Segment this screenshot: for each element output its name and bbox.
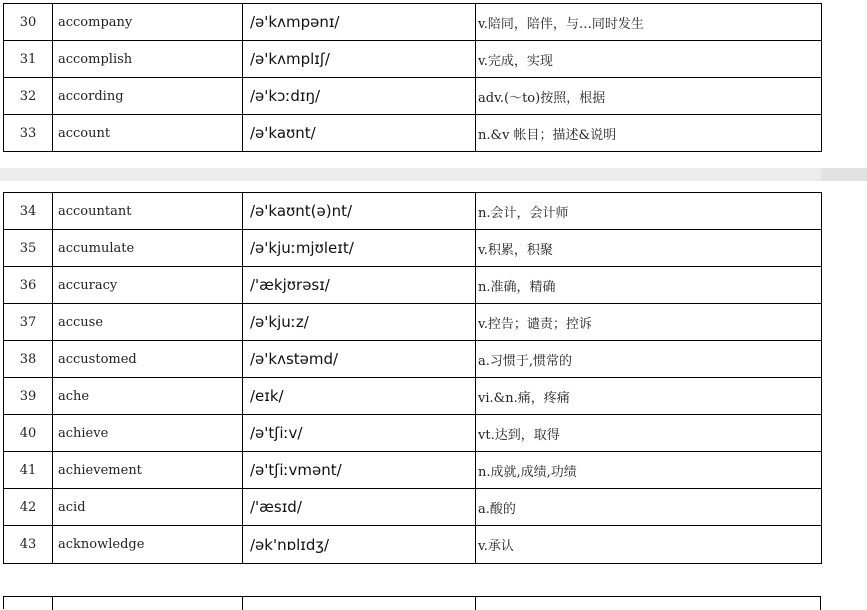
row-number: 32 [4,78,53,115]
phonetic-cell: /ə'kjuːz/ [243,304,476,341]
definition-cell: vi.&n.痛，疼痛 [476,378,822,415]
table-row [4,41,822,78]
phonetic-cell: /ə'kaʊnt/ [243,115,476,152]
word-cell: accuse [53,304,243,341]
definition-cell: n.成就,成绩,功绩 [476,452,822,489]
definition-cell: v.陪同，陪伴，与…同时发生 [476,4,822,41]
definition-cell: a.酸的 [476,489,822,526]
row-number: 40 [4,415,53,452]
phonetic-cell: /ə'tʃiːv/ [243,415,476,452]
table-row [4,304,822,341]
row-number: 30 [4,4,53,41]
table-row [4,378,822,415]
phonetic-cell: /ə'tʃiːvmənt/ [243,452,476,489]
row-number: 39 [4,378,53,415]
row-number: 35 [4,230,53,267]
phonetic-cell: /ək'nɒlɪdʒ/ [243,526,476,564]
row-number: 43 [4,526,53,564]
definition-cell: n.会计，会计师 [476,193,822,230]
phonetic-cell: /'ækjʊrəsɪ/ [243,267,476,304]
table-row [4,267,822,304]
row-number: 42 [4,489,53,526]
phonetic-cell: /'æsɪd/ [243,489,476,526]
table-row [4,341,822,378]
phonetic-cell: /ə'kɔːdɪŋ/ [243,78,476,115]
row-number: 41 [4,452,53,489]
word-cell: accompany [53,4,243,41]
definition-cell: v.积累，积聚 [476,230,822,267]
word-cell: accountant [53,193,243,230]
word-cell: accuracy [53,267,243,304]
word-cell: acknowledge [53,526,243,564]
row-number: 36 [4,267,53,304]
row-number: 34 [4,193,53,230]
partial-table-row [3,596,821,609]
phonetic-cell: /eɪk/ [243,378,476,415]
table-row [4,193,822,230]
phonetic-cell: /ə'kʌmplɪʃ/ [243,41,476,78]
definition-cell: a.习惯于,惯常的 [476,341,822,378]
word-cell: accomplish [53,41,243,78]
definition-cell: vt.达到，取得 [476,415,822,452]
word-cell: account [53,115,243,152]
definition-cell: n.准确，精确 [476,267,822,304]
row-number: 33 [4,115,53,152]
definition-cell: v.完成，实现 [476,41,822,78]
word-cell: accustomed [53,341,243,378]
word-cell: acid [53,489,243,526]
word-cell: achieve [53,415,243,452]
word-cell: according [53,78,243,115]
phonetic-cell: /ə'kʌmpənɪ/ [243,4,476,41]
table-row [4,4,822,41]
table-row [4,115,822,152]
table-row [4,415,822,452]
definition-cell: v.控告；谴责；控诉 [476,304,822,341]
phonetic-cell: /ə'kʌstəmd/ [243,341,476,378]
table-row [4,230,822,267]
row-number: 38 [4,341,53,378]
table-row [4,78,822,115]
row-number: 37 [4,304,53,341]
vocabulary-table-top [3,3,822,152]
vocabulary-table-bottom [3,192,822,564]
table-row [4,489,822,526]
table-row [4,452,822,489]
row-number: 31 [4,41,53,78]
word-cell: ache [53,378,243,415]
definition-cell: adv.(～to)按照，根据 [476,78,822,115]
definition-cell: v.承认 [476,526,822,564]
word-cell: achievement [53,452,243,489]
phonetic-cell: /ə'kaʊnt(ə)nt/ [243,193,476,230]
phonetic-cell: /ə'kjuːmjʊleɪt/ [243,230,476,267]
definition-cell: n.&v 帐目；描述&说明 [476,115,822,152]
table-row [4,526,822,564]
word-cell: accumulate [53,230,243,267]
page-separator [0,168,867,181]
